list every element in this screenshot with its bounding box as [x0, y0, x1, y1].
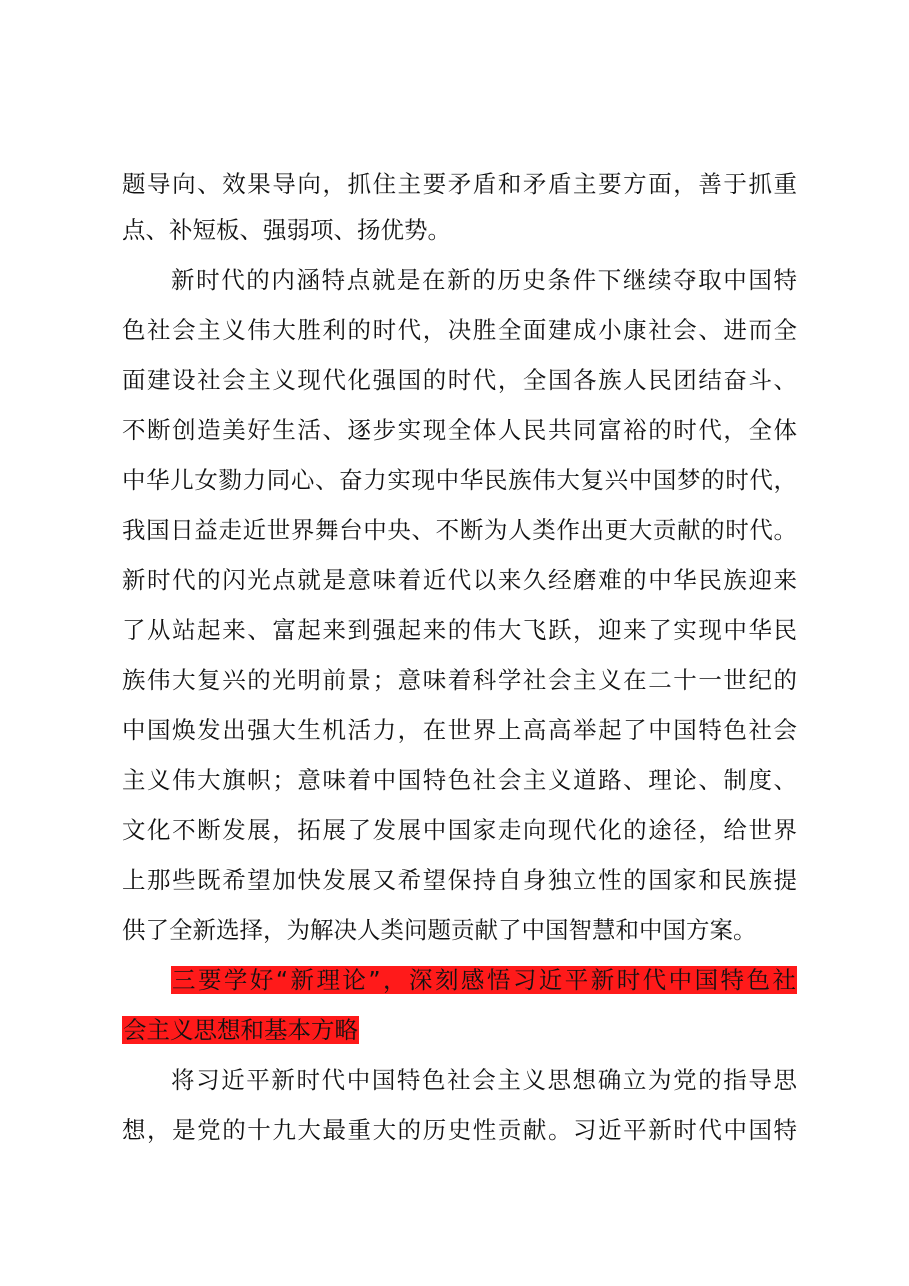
paragraph-line: 中华儿女勠力同心、奋力实现中华民族伟大复兴中国梦的时代，: [122, 466, 797, 494]
paragraph-line: 新时代的内涵特点就是在新的历史条件下继续夺取中国特: [171, 266, 797, 294]
paragraph-line: 题导向、效果导向，抓住主要矛盾和矛盾主要方面，善于抓重: [122, 170, 797, 198]
paragraph-line: 了从站起来、富起来到强起来的伟大飞跃，迎来了实现中华民: [122, 616, 797, 644]
paragraph-line: 供了全新选择，为解决人类问题贡献了中国智慧和中国方案。: [122, 916, 757, 944]
paragraph-line: 中国焕发出强大生机活力，在世界上高高举起了中国特色社会: [122, 716, 797, 744]
section-heading-line: 三要学好“新理论”，深刻感悟习近平新时代中国特色社: [172, 966, 796, 994]
paragraph-line: 文化不断发展，拓展了发展中国家走向现代化的途径，给世界: [122, 816, 797, 844]
paragraph-line: 我国日益走近世界舞台中央、不断为人类作出更大贡献的时代。: [122, 516, 797, 544]
paragraph-line: 上那些既希望加快发展又希望保持自身独立性的国家和民族提: [122, 866, 797, 894]
section-heading-line: 会主义思想和基本方略: [123, 1016, 358, 1044]
paragraph-line: 主义伟大旗帜；意味着中国特色社会主义道路、理论、制度、: [122, 766, 797, 794]
paragraph-line: 将习近平新时代中国特色社会主义思想确立为党的指导思: [171, 1066, 797, 1094]
paragraph-line: 点、补短板、强弱项、扬优势。: [122, 216, 451, 244]
paragraph-line: 面建设社会主义现代化强国的时代，全国各族人民团结奋斗、: [122, 366, 797, 394]
section-heading: [122, 1012, 359, 1048]
paragraph-line: 色社会主义伟大胜利的时代，决胜全面建成小康社会、进而全: [122, 316, 797, 344]
paragraph-line: 新时代的闪光点就是意味着近代以来久经磨难的中华民族迎来: [122, 566, 797, 594]
paragraph-line: 想，是党的十九大最重大的历史性贡献。习近平新时代中国特: [122, 1116, 797, 1144]
paragraph-line: 族伟大复兴的光明前景；意味着科学社会主义在二十一世纪的: [122, 666, 797, 694]
section-heading: [171, 962, 797, 998]
paragraph-line: 不断创造美好生活、逐步实现全体人民共同富裕的时代，全体: [122, 416, 797, 444]
